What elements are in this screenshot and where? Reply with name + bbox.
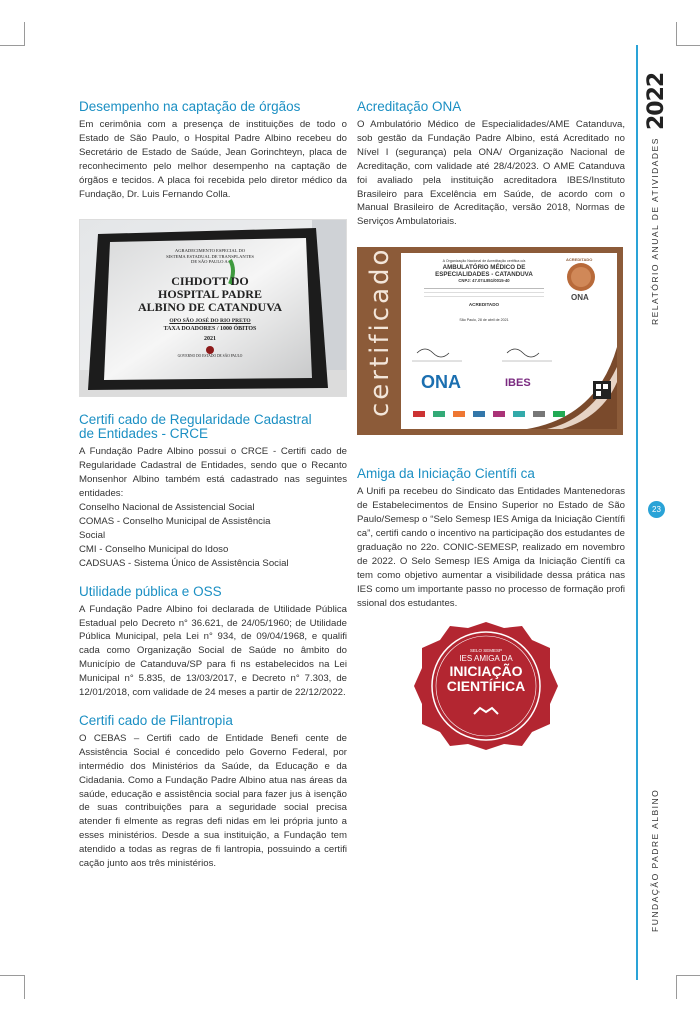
crop-mark [676,22,677,46]
coat-of-arms-icon [206,346,214,354]
section-title-orgaos: Desempenho na captação de órgãos [79,99,301,114]
crce-list [79,501,347,571]
plaque-photo [79,219,347,397]
sidebar-rule [636,45,638,980]
seal-line1: IES AMIGA DA [459,654,513,664]
crop-mark [0,45,24,46]
section-body-utilidade: A Fundação Padre Albino foi declarada de Utilidade Pública Estadual pelo Decreto n° 36.621, de 24/05/1960; de Utilidade Pública Municipal, pela Lei n° 934, de 09/04/1968, e qualifi cada como Organização Social de Saúde no âmbito do Município de Catanduva/SP para fi ns estabelecidos na Lei Municipal n° 5.835, de 13/03/2017, e Decreto n° 7.303, de 12/01/2018, com validade de 24 meses a partir de 22/12/2022. [79,603,347,699]
cert-name: ESPECIALIDADES - CATANDUVA [435,271,533,279]
section-title-filantropia: Certifi cado de Filantropia [79,712,233,728]
seal-small: SELO SEMESP [469,648,502,654]
list-item: COMAS - Conselho Municipal de Assistência [79,515,271,527]
section-title-utilidade: Utilidade pública e OSS [79,583,222,599]
plaque-name: CIHDOTT DO [171,273,249,288]
title-line: de Entidades - CRCE [79,426,209,442]
plaque-name: ALBINO DE CATANDUVA [137,299,283,314]
cert-ona-small: ONA [571,293,589,303]
certificate-marks [357,247,623,435]
page-number-badge [648,501,665,518]
list-item: Social [79,529,106,541]
plaque-line: AGRADECIMENTO ESPECIAL DO [174,248,246,254]
crop-mark [676,975,700,976]
year-mark [644,72,674,132]
section-body-filantropia: O CEBAS – Certifi cado de Entidade Benefi cente de Assistência Social é concedido pelo Governo Federal, por intermédio dos Ministérios da Saúde, da Educação e da Cidadania. Como a Fundação Padre Albino atua nas áreas da saúde, educação e assistência social para fazer jus à isenção de suas contribuições para a seguridade social precisa atender fi elmente as regras defi nidas em lei própria junto a esses ministérios. Desde a sua instituição, a Fundação tem atendido a todas as regras de fi lantropia, possuindo a certifi cação junto aos três ministérios. [79,732,347,870]
cert-date: São Paulo, 28 de abril de 2021 [459,318,509,323]
section-body-iniciacao: A Unifi pa recebeu do Sindicato das Entidades Mantenedoras de Estabelecimentos de Ensino Superior no Estado de São Paulo/Semesp o “Selo Semesp IES Amiga da Iniciação Científi ca”, certifi cando o incentivo na participação dos estudantes de graduação no 22o. CONIC-SEMESP, realizado em novembro de 2022. O Selo Semesp IES Amiga da Iniciação Científi ca tem como objetivo aumentar a visibilidade dessa prática nas IES como um importante passo no processo de formação profi ssional dos estudantes. [357,486,625,609]
section-body-ona: O Ambulatório Médico de Especialidades/AME Catanduva, sob gestão da Fundação Padre Albino, está Acreditado no Nível I (segurança) pela ONA/ Organização Nacional de Acreditação, com validade até 28/4/2023. O AME Catanduva foi avaliado pela instituição acreditadora IBES/Instituto Brasileiro para Excelência em Saúde, de acordo com o Manual Brasileiro de Acreditação, versão 2018, Normas de Serviços Ambulatoriais. [357,119,625,228]
right-column [357,100,625,754]
plaque-line: DE SÃO PAULO A: [191,259,229,265]
cert-status: ACREDITADO [468,302,500,308]
cert-cnpj: CNPJ: 47.074.851/0015-40 [458,278,510,284]
list-item: CADSUAS - Sistema Único de Assistência Social [79,557,289,569]
seal-line2: INICIAÇÃO [449,663,523,680]
section-body-orgaos: Em cerimônia com a presença de instituições de todo o Estado de São Paulo, o Hospital Padre Albino recebeu do Secretário de Estado de Saúde, Jean Gorinchteyn, placa de reconhecimento pelo melhor desempenho na captação de órgãos e tecidos. A placa foi recebida pelo diretor médico da Fundação, Dr. Luis Fernando Colla. [79,119,347,200]
cert-name: AMBULATÓRIO MÉDICO DE [442,264,526,272]
plaque-line: SISTEMA ESTADUAL DE TRANSPLANTES [166,253,254,259]
certificate-side-word: certificado [365,247,395,418]
list-item: CMI - Conselho Municipal do Idoso [79,543,229,555]
section-title-iniciacao: Amiga da Iniciação Científi ca [357,466,535,482]
cert-intro: A Organização Nacional de Acreditação certifica o/a [442,259,526,264]
title-line: Certifi cado de Regularidade Cadastral [79,412,312,428]
seal-line3: CIENTÍFICA [446,678,526,695]
plaque-name: HOSPITAL PADRE [158,286,262,301]
crop-mark [676,975,677,999]
ona-logo: ONA [421,372,461,393]
foundation-name: FUNDAÇÃO PADRE ALBINO [650,788,660,932]
section-body-crce: A Fundação Padre Albino possui o CRCE - Certifi cado de Regularidade Cadastral de Entidades, sendo que o Recanto Monsenhor Albino também está cadastrado nas seguintes entidades: [79,446,347,500]
semesp-seal [412,618,560,754]
plaque-year: 2021 [204,335,216,342]
page-number: 23 [652,505,661,514]
year-text: 2022 [644,72,669,130]
crop-mark [24,975,25,999]
ona-certificate [357,247,623,435]
seal-text [412,648,560,694]
plaque-footer: GOVERNO DO ESTADO DE SÃO PAULO [177,353,243,358]
plaque-taxa: TAXA DOADORES / 1000 ÓBITOS [163,325,257,332]
ibes-logo: IBES [505,377,531,390]
report-title: RELATÓRIO ANUAL DE ATIVIDADES [650,137,660,325]
section-title-ona: Acreditação ONA [357,99,462,114]
left-column [79,100,347,871]
plaque-text [110,248,310,359]
list-item: Conselho Nacional de Assistencial Social [79,502,255,514]
plaque-opo: OPO SÃO JOSÉ DO RIO PRETO [169,317,251,324]
crop-mark [24,22,25,46]
crop-mark [0,975,24,976]
cert-seal-label: ACREDITADO [566,257,593,263]
section-title-crce [79,413,347,441]
crop-mark [676,45,700,46]
